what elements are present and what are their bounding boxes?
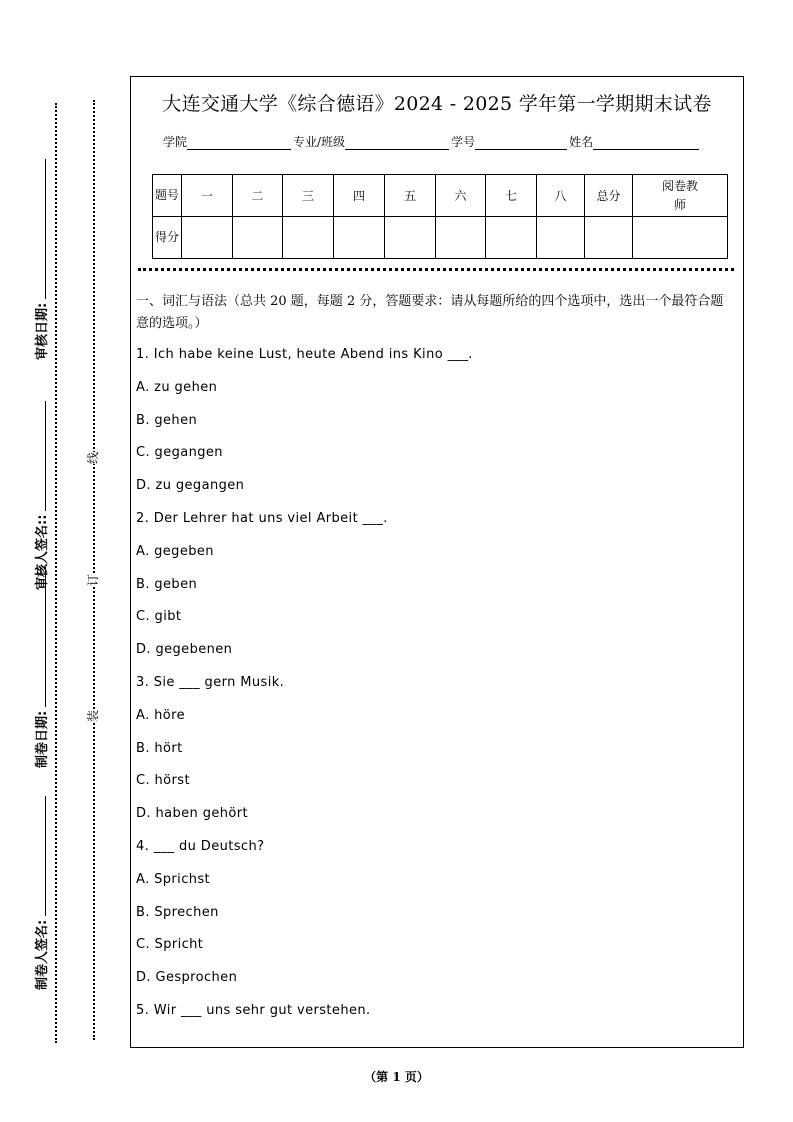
question-4-option-b[interactable]: B. Sprechen: [136, 904, 219, 920]
binding-dotted-line-inner: [93, 100, 95, 1040]
reviewer-signature-field[interactable]: [35, 401, 46, 511]
binding-mark-ding: 订: [86, 573, 101, 587]
score-cell-6[interactable]: [436, 217, 486, 259]
major-class-field[interactable]: [345, 137, 449, 150]
score-cell-7[interactable]: [486, 217, 537, 259]
col-header-7: 七: [486, 175, 537, 217]
score-cell-8[interactable]: [537, 217, 585, 259]
college-label: 学院: [163, 135, 188, 149]
score-table-score-row: [153, 217, 728, 259]
student-info-row: [163, 133, 701, 150]
question-3-option-a[interactable]: A. höre: [136, 707, 185, 723]
col-header-4: 四: [334, 175, 385, 217]
col-header-6: 六: [436, 175, 486, 217]
col-header-1: 一: [182, 175, 233, 217]
col-header-grader: [633, 175, 728, 217]
question-1: 1. Ich habe keine Lust, heute Abend ins Kino ___.: [136, 347, 473, 362]
score-cell-total[interactable]: [585, 217, 633, 259]
page-number: （第 1 页）: [364, 1070, 429, 1084]
question-number-label: 题号: [153, 175, 182, 217]
setter-signature-field[interactable]: [35, 796, 46, 916]
section-heading: 一、词汇与语法（总共 20 题，每题 2 分，答题要求：请从每题所给的四个选项中，选出一个最符合题意的选项。）: [136, 294, 724, 331]
setter-date-text: 制卷日期:: [35, 710, 50, 768]
question-2-option-b[interactable]: B. geben: [136, 576, 198, 592]
question-3-option-c[interactable]: C. hörst: [136, 773, 190, 789]
question-1-option-c[interactable]: C. gegangen: [136, 445, 223, 461]
col-header-total: 总分: [585, 175, 633, 217]
reviewer-date-field[interactable]: [35, 159, 46, 299]
score-cell-grader[interactable]: [633, 217, 728, 259]
binding-mark-zhuang: 装: [86, 709, 101, 723]
reviewer-date-label: [31, 159, 50, 360]
question-2-option-d[interactable]: D. gegebenen: [136, 642, 233, 658]
question-3-option-b[interactable]: B. hört: [136, 740, 183, 756]
questions-area: [136, 291, 736, 335]
exam-title: 大连交通大学《综合德语》2024 - 2025 学年第一学期期末试卷: [162, 93, 712, 115]
grader-label: 阅卷教师: [661, 178, 698, 212]
binding-mark-xian: 线: [86, 451, 101, 465]
col-header-2: 二: [233, 175, 283, 217]
score-cell-2[interactable]: [233, 217, 283, 259]
score-label: 得分: [153, 217, 182, 259]
major-class-label: 专业/班级: [293, 135, 346, 149]
question-4-option-c[interactable]: C. Spricht: [136, 937, 204, 953]
college-field[interactable]: [187, 137, 291, 150]
score-cell-3[interactable]: [283, 217, 334, 259]
name-label: 姓名: [569, 135, 594, 149]
question-4: 4. ___ du Deutsch?: [136, 839, 265, 854]
setter-signature-label: [31, 796, 50, 990]
question-2-option-c[interactable]: C. gibt: [136, 609, 182, 625]
reviewer-date-text: 审核日期:: [35, 302, 50, 360]
student-id-label: 学号: [451, 135, 476, 149]
binding-dotted-line-outer: [55, 103, 57, 1043]
question-2-option-a[interactable]: A. gegeben: [136, 543, 214, 559]
student-id-field[interactable]: [475, 137, 567, 150]
question-3-option-d[interactable]: D. haben gehört: [136, 806, 248, 822]
score-cell-4[interactable]: [334, 217, 385, 259]
score-cell-1[interactable]: [182, 217, 233, 259]
reviewer-signature-text: 审核人签名::: [35, 514, 50, 590]
setter-date-label: [31, 567, 50, 768]
question-1-option-b[interactable]: B. gehen: [136, 412, 198, 428]
score-table-header-row: [153, 175, 728, 217]
section-divider: [138, 268, 734, 271]
exam-page-frame: [130, 76, 744, 1048]
col-header-8: 八: [537, 175, 585, 217]
reviewer-signature-label: [31, 401, 50, 590]
question-1-option-a[interactable]: A. zu gehen: [136, 379, 218, 395]
question-4-option-a[interactable]: A. Sprichst: [136, 871, 211, 887]
question-2: 2. Der Lehrer hat uns viel Arbeit ___.: [136, 511, 388, 526]
col-header-3: 三: [283, 175, 334, 217]
question-1-option-d[interactable]: D. zu gegangen: [136, 478, 245, 494]
score-cell-5[interactable]: [385, 217, 436, 259]
question-3: 3. Sie ___ gern Musik.: [136, 675, 285, 690]
setter-signature-text: 制卷人签名:: [35, 919, 50, 990]
question-5: 5. Wir ___ uns sehr gut verstehen.: [136, 1003, 371, 1018]
question-4-option-d[interactable]: D. Gesprochen: [136, 970, 238, 986]
col-header-5: 五: [385, 175, 436, 217]
name-field[interactable]: [593, 137, 699, 150]
score-table: [152, 174, 728, 259]
